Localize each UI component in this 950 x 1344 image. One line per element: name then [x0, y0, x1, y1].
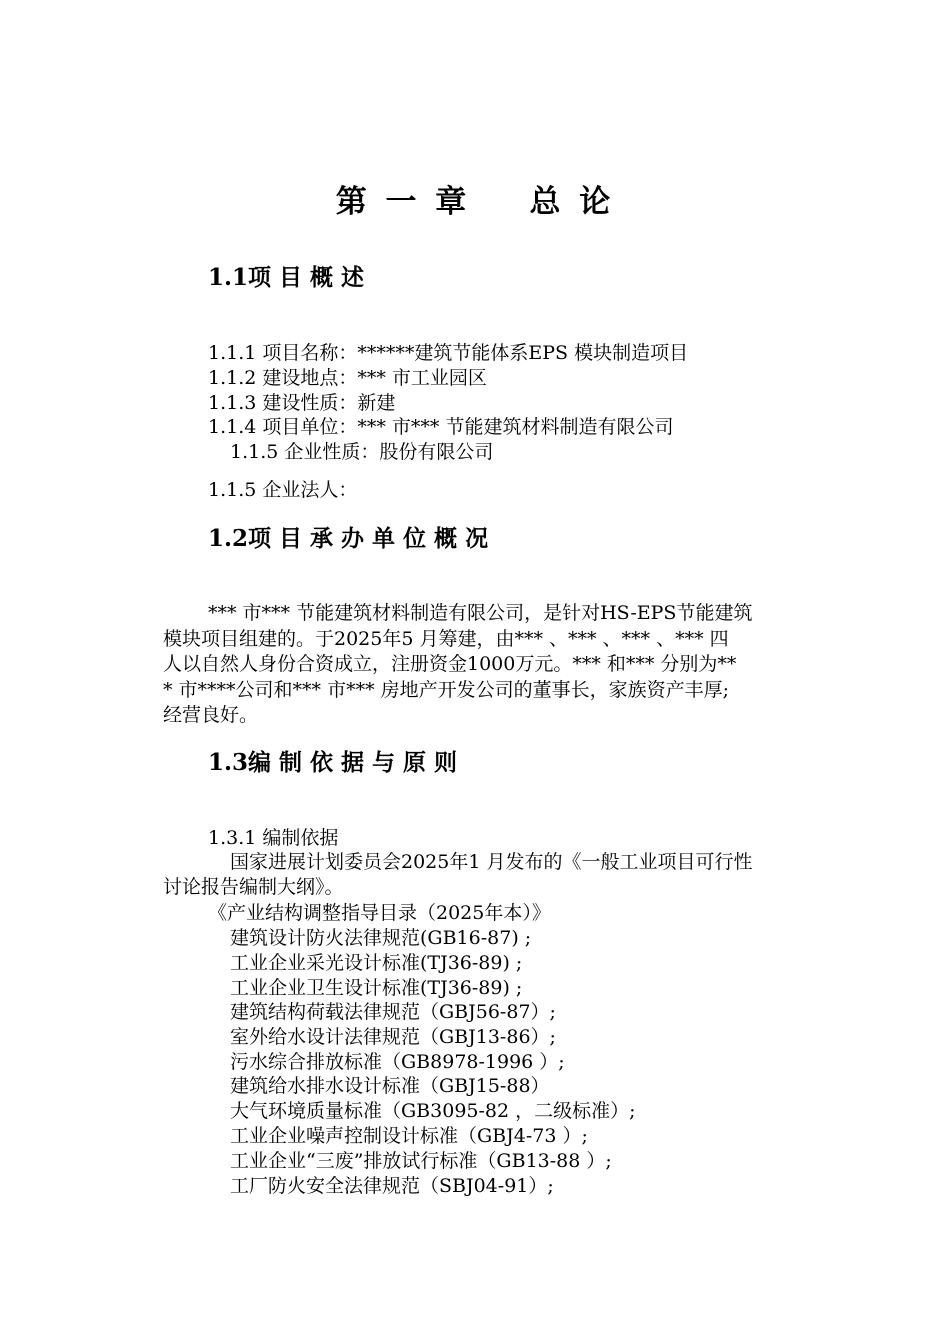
basis-intro-line: 国家进展计划委员会2025年1 月发布的《一般工业项目可行性 [230, 851, 753, 873]
project-unit-line: 1.1.4 项目单位：*** 市*** 节能建筑材料制造有限公司 [208, 416, 674, 438]
section-heading-1-3: 1.3编 制 依 据 与 原 则 [208, 749, 458, 776]
standard-item: 大气环境质量标准（GB3095-82 ，二级标准）; [230, 1100, 636, 1122]
basis-intro-line: 讨论报告编制大纲》。 [163, 876, 344, 898]
section-heading-1-2: 1.2项 目 承 办 单 位 概 况 [208, 525, 489, 552]
section-heading-1-1: 1.1项 目 概 述 [208, 264, 365, 291]
standard-item: 室外给水设计法律规范（GBJ13-86）; [230, 1026, 556, 1048]
industry-catalog-line: 《产业结构调整指导目录（2025年本）》 [208, 902, 551, 924]
company-paragraph-line: 人以自然人身份合资成立，注册资金1000万元。*** 和*** 分别为** [163, 653, 737, 675]
chapter-title: 第 一 章 总 论 [335, 184, 615, 220]
standard-item: 工业企业噪声控制设计标准（GBJ4-73 ）; [230, 1125, 588, 1147]
standard-item: 工业企业“三废”排放试行标准（GB13-88 ）; [230, 1150, 612, 1172]
standard-item: 建筑设计防火法律规范(GB16-87) ; [230, 927, 532, 949]
standard-item: 污水综合排放标准（GB8978-1996 ）; [230, 1051, 565, 1073]
company-paragraph-line: *** 市*** 节能建筑材料制造有限公司，是针对HS-EPS节能建筑 [208, 602, 753, 624]
construction-site-line: 1.1.2 建设地点：*** 市工业园区 [208, 367, 487, 389]
standard-item: 建筑给水排水设计标准（GBJ15-88） [230, 1075, 550, 1097]
company-paragraph-line: 模块项目组建的。于2025年5 月筹建，由*** 、*** 、*** 、*** 四 [163, 628, 729, 650]
standard-item: 工厂防火安全法律规范（SBJ04-91）; [230, 1175, 554, 1197]
standard-item: 建筑结构荷载法律规范（GBJ56-87）; [230, 1001, 556, 1023]
enterprise-nature-line: 1.1.5 企业性质：股份有限公司 [230, 441, 494, 463]
legal-person-line: 1.1.5 企业法人： [208, 479, 358, 501]
company-paragraph-line: * 市****公司和*** 市*** 房地产开发公司的董事长，家族资产丰厚; [163, 679, 730, 701]
basis-subheading: 1.3.1 编制依据 [208, 827, 339, 849]
standard-item: 工业企业采光设计标准(TJ36-89) ; [230, 952, 523, 974]
project-name-line: 1.1.1 项目名称：******建筑节能体系EPS 模块制造项目 [208, 342, 689, 364]
standard-item: 工业企业卫生设计标准(TJ36-89) ; [230, 977, 523, 999]
construction-nature-line: 1.1.3 建设性质：新建 [208, 392, 396, 414]
company-paragraph-line: 经营良好。 [163, 704, 259, 726]
